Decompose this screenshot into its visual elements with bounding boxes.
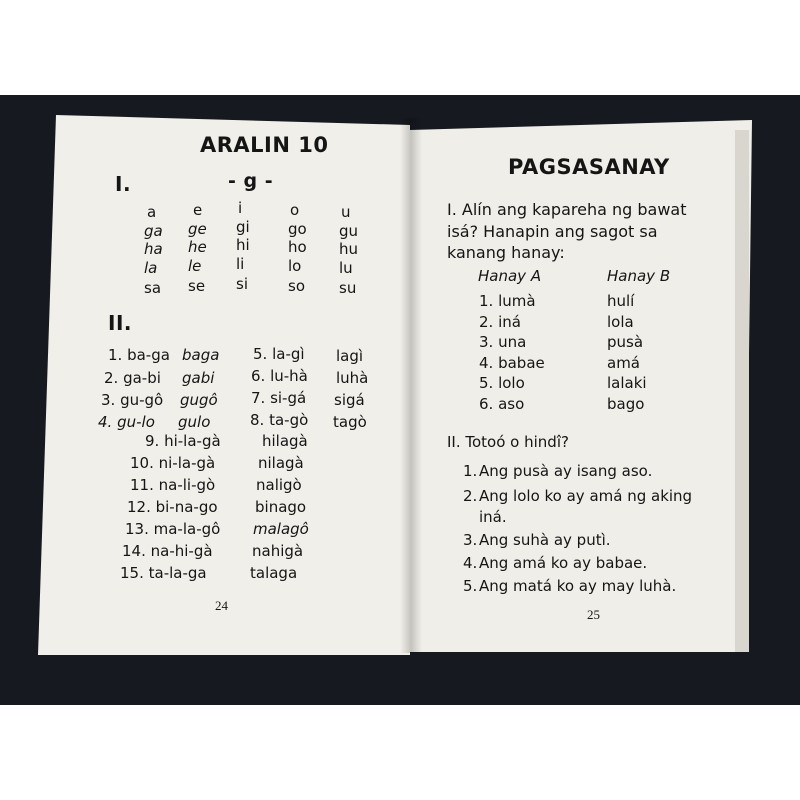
column-b-item: hulí	[607, 292, 635, 310]
section-one-label: I.	[115, 172, 132, 196]
syllable: sa	[144, 279, 162, 297]
word-syllables: 7. si-gá	[251, 389, 307, 407]
column-a-item: 4. babae	[479, 354, 545, 372]
syllable: se	[188, 277, 206, 295]
word: hilagà	[262, 432, 308, 450]
statement-number: 5.	[463, 577, 478, 595]
syllable: li	[236, 255, 245, 273]
word-syllables: 13. ma-la-gô	[125, 520, 221, 538]
question-one-line: I. Alín ang kapareha ng bawat	[447, 200, 687, 219]
word-syllables: 12. bi-na-go	[127, 498, 218, 516]
word-syllables: 14. na-hi-gà	[122, 542, 213, 560]
word: nahigà	[252, 542, 304, 560]
question-one-line: kanang hanay:	[447, 243, 565, 262]
question-one-line: isá? Hanapin ang sagot sa	[447, 222, 658, 241]
word-syllables: 10. ni-la-gà	[130, 454, 216, 472]
word-syllables: 5. la-gì	[253, 345, 305, 363]
syllable: go	[288, 220, 307, 238]
syllable: gu	[339, 222, 359, 240]
section-two-label: II.	[108, 311, 132, 335]
syllable: hi	[236, 236, 250, 254]
letter-heading: - g -	[228, 170, 274, 192]
vowel: o	[290, 201, 300, 219]
word-syllables: 4. gu-lo	[98, 413, 155, 431]
word: sigá	[334, 391, 365, 409]
statement-number: 2.	[463, 487, 478, 505]
column-a-item: 6. aso	[479, 395, 525, 413]
syllable: ho	[288, 238, 307, 256]
word: binago	[255, 498, 307, 516]
word: talaga	[250, 564, 298, 582]
vowel: a	[147, 203, 157, 221]
page-edge	[735, 130, 749, 652]
word-syllables: 8. ta-gò	[250, 411, 309, 429]
page-number: 25	[587, 607, 600, 622]
syllable: hu	[339, 240, 359, 258]
word: tagò	[333, 413, 367, 431]
word: lagì	[336, 347, 364, 365]
statement-number: 1.	[463, 462, 478, 480]
column-a-item: 2. iná	[479, 313, 521, 331]
word-syllables: 9. hi-la-gà	[145, 432, 221, 450]
column-b-header: Hanay B	[607, 267, 671, 285]
vowel: e	[193, 201, 203, 219]
statement-text: Ang amá ko ay babae.	[479, 554, 648, 572]
word: gabi	[182, 369, 215, 387]
syllable: lo	[288, 257, 302, 275]
syllable: ga	[144, 222, 163, 240]
syllable: su	[339, 279, 357, 297]
syllable: ge	[188, 220, 207, 238]
statement-text: iná.	[479, 508, 507, 526]
statement-text: Ang suhà ay putì.	[479, 531, 611, 549]
column-b-item: pusà	[607, 333, 644, 351]
word: luhà	[336, 369, 369, 387]
page-number: 24	[215, 598, 228, 613]
word-syllables: 3. gu-gô	[101, 391, 164, 409]
column-b-item: amá	[607, 354, 640, 372]
word: naligò	[256, 476, 302, 494]
word: nilagà	[258, 454, 304, 472]
word-syllables: 11. na-li-gò	[130, 476, 216, 494]
book-gutter	[400, 118, 422, 653]
syllable: le	[188, 257, 202, 275]
syllable: ha	[144, 240, 163, 258]
statement-number: 4.	[463, 554, 478, 572]
column-b-item: lalaki	[607, 374, 647, 392]
column-a-item: 5. lolo	[479, 374, 525, 392]
exercise-title: PAGSASANAY	[508, 155, 670, 179]
column-a-header: Hanay A	[478, 267, 542, 285]
vowel: u	[341, 203, 351, 221]
column-b-item: lola	[607, 313, 634, 331]
word-syllables: 6. lu-hà	[251, 367, 308, 385]
syllable: la	[144, 259, 158, 277]
lesson-title: ARALIN 10	[200, 133, 329, 157]
syllable: si	[236, 275, 248, 293]
syllable: so	[288, 277, 305, 295]
vowel: i	[238, 199, 243, 217]
column-a-item: 3. una	[479, 333, 527, 351]
statement-text: Ang lolo ko ay amá ng aking	[479, 487, 693, 505]
word: baga	[182, 346, 220, 364]
statement-number: 3.	[463, 531, 478, 549]
statement-text: Ang pusà ay isang aso.	[479, 462, 653, 480]
word-syllables: 2. ga-bi	[104, 369, 161, 387]
syllable: he	[188, 238, 207, 256]
question-two: II. Totoó o hindî?	[447, 433, 569, 451]
word: malagô	[253, 520, 309, 538]
word: gugô	[180, 391, 218, 409]
word: gulo	[178, 413, 211, 431]
column-b-item: bago	[607, 395, 645, 413]
syllable: gi	[236, 218, 250, 236]
word-syllables: 15. ta-la-ga	[120, 564, 207, 582]
word-syllables: 1. ba-ga	[108, 346, 170, 364]
statement-text: Ang matá ko ay may luhà.	[479, 577, 677, 595]
column-a-item: 1. lumà	[479, 292, 536, 310]
syllable: lu	[339, 259, 353, 277]
